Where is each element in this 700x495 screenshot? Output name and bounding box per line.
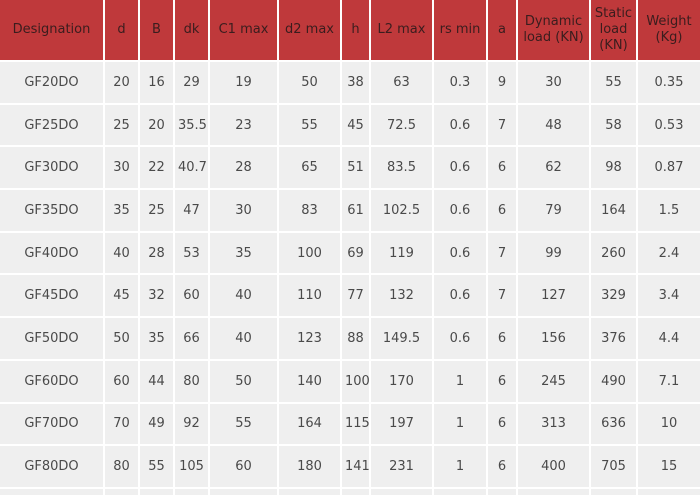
table-cell: 7	[487, 104, 517, 147]
table-cell: 0.6	[433, 232, 487, 275]
table-cell: 25	[104, 104, 139, 147]
table-cell: 0.35	[637, 61, 700, 104]
column-header-a: a	[487, 0, 517, 61]
designation-cell: GF30DO	[0, 146, 104, 189]
table-cell: 245	[517, 360, 590, 403]
column-header-weight: Weight (Kg)	[637, 0, 700, 61]
table-cell: 45	[341, 104, 370, 147]
table-cell	[139, 488, 174, 495]
table-cell: 55	[590, 61, 637, 104]
table-cell: 60	[104, 360, 139, 403]
table-header	[0, 0, 700, 61]
table-cell: 55	[278, 104, 341, 147]
table-cell: 60	[174, 274, 209, 317]
table-cell: 50	[209, 360, 278, 403]
column-header-static-load: Static load (KN)	[590, 0, 637, 61]
table-cell: 115	[341, 403, 370, 446]
table-cell: 72.5	[370, 104, 433, 147]
table-cell: 10	[637, 403, 700, 446]
table-cell: 99	[517, 232, 590, 275]
table-cell: 32	[139, 274, 174, 317]
table-cell: 35	[139, 317, 174, 360]
table-cell: 22	[139, 146, 174, 189]
table-row	[0, 146, 700, 189]
designation-cell: GF35DO	[0, 189, 104, 232]
table-cell: 50	[278, 61, 341, 104]
column-header-c1-max: C1 max	[209, 0, 278, 61]
column-header-rs-min: rs min	[433, 0, 487, 61]
table-cell: 80	[174, 360, 209, 403]
table-cell	[209, 488, 278, 495]
column-header-l2-max: L2 max	[370, 0, 433, 61]
table-cell: 100	[278, 232, 341, 275]
table-cell: 30	[209, 189, 278, 232]
table-cell: 164	[590, 189, 637, 232]
table-cell: 490	[590, 360, 637, 403]
table-cell: 35	[104, 189, 139, 232]
table-cell: 0.53	[637, 104, 700, 147]
column-header-h: h	[341, 0, 370, 61]
table-cell: 7.1	[637, 360, 700, 403]
table-cell: 3.4	[637, 274, 700, 317]
table-cell: 313	[517, 403, 590, 446]
table-cell: 83	[278, 189, 341, 232]
table-cell: 40	[209, 274, 278, 317]
table-cell: 80	[104, 445, 139, 488]
table-cell	[174, 488, 209, 495]
table-cell: 61	[341, 189, 370, 232]
table-row	[0, 445, 700, 488]
header-row	[0, 0, 700, 61]
table-cell: 6	[487, 403, 517, 446]
designation-cell: GF50DO	[0, 317, 104, 360]
table-cell: 30	[517, 61, 590, 104]
table-cell: 0.6	[433, 189, 487, 232]
table-cell: 45	[104, 274, 139, 317]
column-header-designation: Designation	[0, 0, 104, 61]
table-cell: 1	[433, 360, 487, 403]
table-cell	[104, 488, 139, 495]
table-cell: 0.6	[433, 146, 487, 189]
table-cell: 92	[174, 403, 209, 446]
table-cell: 123	[278, 317, 341, 360]
table-cell: 102.5	[370, 189, 433, 232]
column-header-dk: dk	[174, 0, 209, 61]
designation-cell: GF80DO	[0, 445, 104, 488]
table-cell: 44	[139, 360, 174, 403]
table-cell: 20	[104, 61, 139, 104]
table-cell: 35	[209, 232, 278, 275]
table-cell: 0.6	[433, 317, 487, 360]
table-cell: 48	[517, 104, 590, 147]
table-cell	[341, 488, 370, 495]
table-cell: 66	[174, 317, 209, 360]
table-cell: 98	[590, 146, 637, 189]
table-cell: 1.5	[637, 189, 700, 232]
table-cell: 51	[341, 146, 370, 189]
table-cell: 100	[341, 360, 370, 403]
table-cell: 28	[209, 146, 278, 189]
column-header-b: B	[139, 0, 174, 61]
table-cell: 16	[139, 61, 174, 104]
table-cell	[487, 488, 517, 495]
table-cell: 6	[487, 360, 517, 403]
table-cell: 69	[341, 232, 370, 275]
designation-cell: GF45DO	[0, 274, 104, 317]
table-cell: 23	[209, 104, 278, 147]
table-body	[0, 61, 700, 495]
table-cell: 1	[433, 403, 487, 446]
table-cell: 156	[517, 317, 590, 360]
table-cell: 50	[104, 317, 139, 360]
table-cell: 25	[139, 189, 174, 232]
table-cell: 55	[139, 445, 174, 488]
table-cell: 329	[590, 274, 637, 317]
table-cell: 1	[433, 445, 487, 488]
table-cell: 2.4	[637, 232, 700, 275]
table-row	[0, 317, 700, 360]
column-header-dynamic-load: Dynamic load (KN)	[517, 0, 590, 61]
table-cell: 0.6	[433, 274, 487, 317]
table-cell: 40.7	[174, 146, 209, 189]
table-cell: 9	[487, 61, 517, 104]
table-cell: 110	[278, 274, 341, 317]
table-cell	[590, 488, 637, 495]
table-cell: 6	[487, 146, 517, 189]
table-cell: 70	[104, 403, 139, 446]
table-cell: 636	[590, 403, 637, 446]
table-cell: 6	[487, 317, 517, 360]
table-cell: 55	[209, 403, 278, 446]
table-cell	[517, 488, 590, 495]
table-cell: 132	[370, 274, 433, 317]
table-cell: 38	[341, 61, 370, 104]
table-cell: 62	[517, 146, 590, 189]
table-cell: 705	[590, 445, 637, 488]
table-cell: 88	[341, 317, 370, 360]
table-cell: 6	[487, 445, 517, 488]
table-row	[0, 61, 700, 104]
table-cell: 53	[174, 232, 209, 275]
table-cell: 149.5	[370, 317, 433, 360]
table-cell: 30	[104, 146, 139, 189]
table-cell: 60	[209, 445, 278, 488]
table-cell: 376	[590, 317, 637, 360]
table-cell: 28	[139, 232, 174, 275]
table-cell: 63	[370, 61, 433, 104]
table-cell: 58	[590, 104, 637, 147]
table-cell: 170	[370, 360, 433, 403]
table-cell: 79	[517, 189, 590, 232]
table-cell: 140	[278, 360, 341, 403]
table-cell: 0.6	[433, 104, 487, 147]
table-cell: 0.87	[637, 146, 700, 189]
table-cell	[637, 488, 700, 495]
designation-cell: GF40DO	[0, 232, 104, 275]
table-row	[0, 360, 700, 403]
table-row	[0, 403, 700, 446]
designation-cell: GF60DO	[0, 360, 104, 403]
table-cell: 20	[139, 104, 174, 147]
table-cell: 4.4	[637, 317, 700, 360]
table-cell: 29	[174, 61, 209, 104]
table-cell	[433, 488, 487, 495]
table-cell: 83.5	[370, 146, 433, 189]
table-cell: 35.5	[174, 104, 209, 147]
table-cell: 6	[487, 189, 517, 232]
table-cell: 7	[487, 232, 517, 275]
designation-cell: GF25DO	[0, 104, 104, 147]
column-header-d2-max: d2 max	[278, 0, 341, 61]
table-cell: 105	[174, 445, 209, 488]
table-cell: 40	[104, 232, 139, 275]
table-cell: 15	[637, 445, 700, 488]
table-cell: 47	[174, 189, 209, 232]
designation-cell: GF20DO	[0, 61, 104, 104]
table-row	[0, 189, 700, 232]
table-cell: 49	[139, 403, 174, 446]
table-cell: 180	[278, 445, 341, 488]
table-cell: 40	[209, 317, 278, 360]
table-cell	[278, 488, 341, 495]
table-cell: 7	[487, 274, 517, 317]
designation-cell: GF70DO	[0, 403, 104, 446]
table-cell: 164	[278, 403, 341, 446]
table-cell	[0, 488, 104, 495]
table-cell: 127	[517, 274, 590, 317]
table-row	[0, 232, 700, 275]
table-cell: 0.3	[433, 61, 487, 104]
column-header-d: d	[104, 0, 139, 61]
table-cell: 65	[278, 146, 341, 189]
table-cell: 197	[370, 403, 433, 446]
partial-row	[0, 488, 700, 495]
table-cell: 231	[370, 445, 433, 488]
table-row	[0, 104, 700, 147]
table-cell: 77	[341, 274, 370, 317]
table-cell: 19	[209, 61, 278, 104]
table-cell: 400	[517, 445, 590, 488]
table-cell	[370, 488, 433, 495]
table-cell: 119	[370, 232, 433, 275]
table-cell: 141	[341, 445, 370, 488]
table-row	[0, 274, 700, 317]
table-cell: 260	[590, 232, 637, 275]
